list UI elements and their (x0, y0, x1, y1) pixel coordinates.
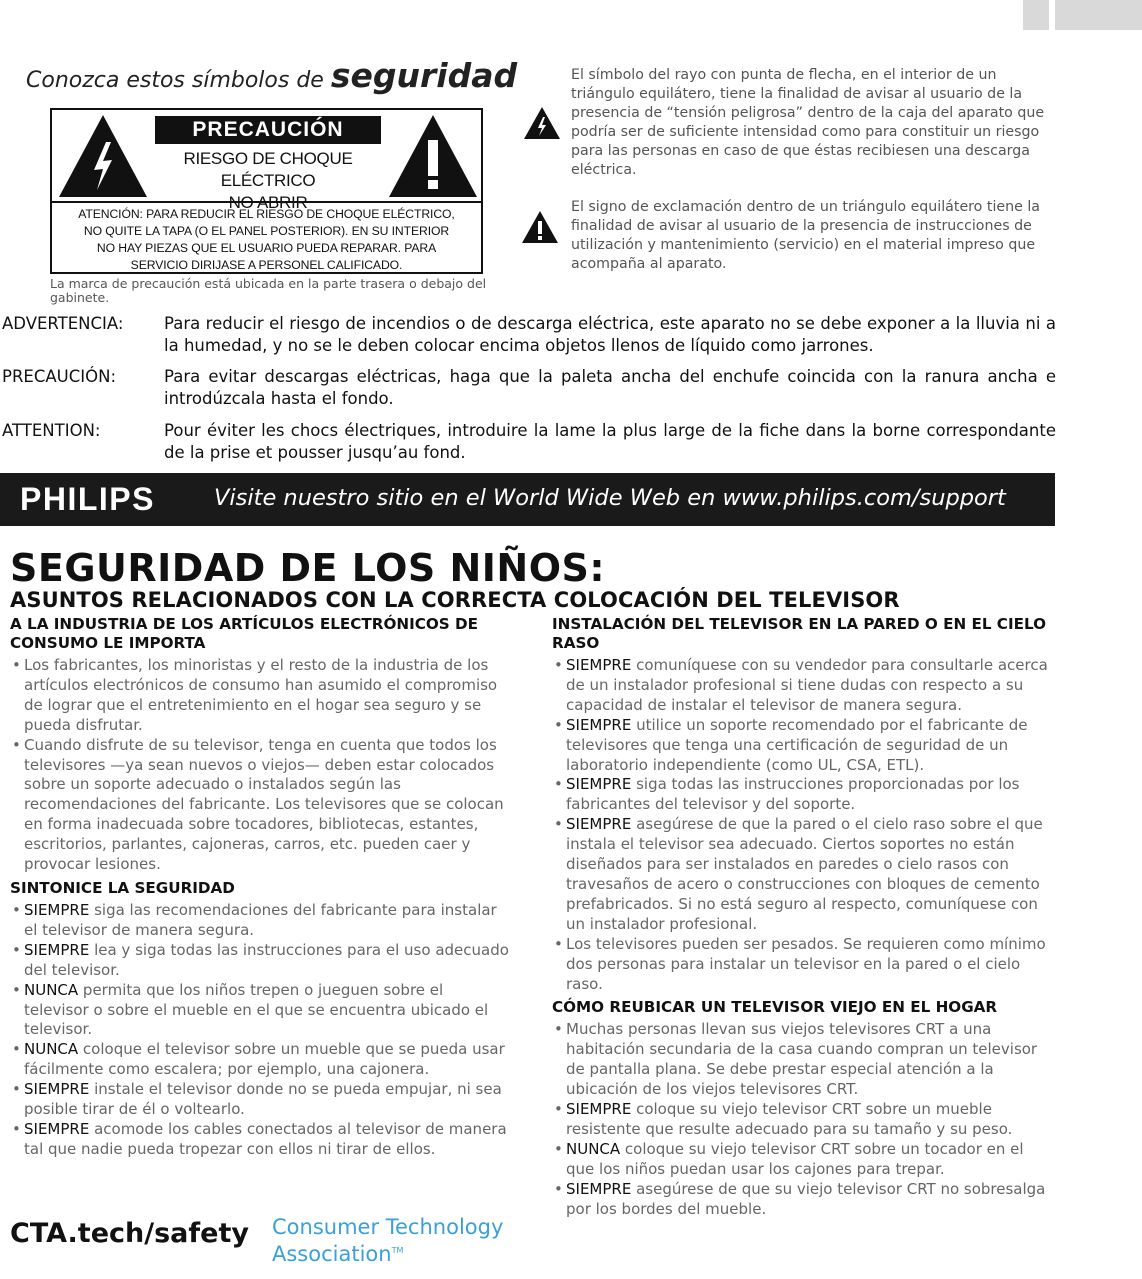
page-tab (1055, 0, 1142, 30)
philips-banner (0, 473, 1055, 526)
warning-precaucion (2, 366, 1056, 412)
keyword: SIEMPRE (24, 900, 90, 919)
keyword: SIEMPRE (566, 815, 632, 834)
keyword: SIEMPRE (566, 1179, 632, 1198)
list-item (552, 1180, 1052, 1220)
list-item (10, 941, 510, 981)
keyword: SIEMPRE (566, 1100, 632, 1119)
install-list (552, 656, 1052, 994)
list-item (10, 1120, 510, 1160)
keyword: SIEMPRE (566, 715, 632, 734)
cta-safety-url[interactable]: CTA.tech/safety (10, 1218, 249, 1249)
list-item: • Cuando disfrute de su televisor, tenga en cuenta que todos los televisores —ya sean nuevos o viejos— deben estar colocados sobre un soporte adecuado o instalados según las recomendaciones del fabricante. Los televisores que se colocan en forma inadecuada sobre tocadores, bibliotecas, estantes, escritorios, parlantes, cajoneras, carros, etc. pueden caer y provocar lesiones. (10, 736, 510, 875)
list-item (552, 775, 1052, 815)
caution-attention (52, 206, 481, 274)
caution-label (50, 108, 483, 274)
list-item (552, 815, 1052, 934)
cta-logo-line2: Association (272, 1242, 392, 1266)
item-text: siga todas las instrucciones proporcionadas por los fabricantes del televisor y del soporte. (566, 775, 1020, 814)
list-item (10, 901, 510, 941)
list-item (552, 1100, 1052, 1140)
caution-banner: PRECAUCIÓN (155, 116, 381, 144)
keyword: NUNCA (24, 1040, 79, 1059)
page-tab (1023, 0, 1049, 30)
tune-safety-heading: SINTONICE LA SEGURIDAD (10, 878, 235, 897)
cta-logo-tm: TM (391, 1246, 404, 1255)
list-item (10, 981, 510, 1041)
caution-no-open: NO ABRIR (228, 193, 308, 212)
item-text: coloque el televisor sobre un mueble que se pueda usar fácilmente como escalera; por ejemplo, una cajonera. (24, 1040, 505, 1079)
list-item (552, 656, 1052, 716)
attention-line: SERVICIO DIRIJASE A PERSONEL CALIFICADO. (130, 258, 403, 272)
attention-line: NO QUITE LA TAPA (O EL PANEL POSTERIOR). EN SU INTERIOR (83, 224, 450, 238)
list-item (552, 935, 1052, 995)
warning-text: Para evitar descargas eléctricas, haga que la paleta ancha del enchufe coincida con la ranura ancha e introdúzcala hasta el fondo. (164, 367, 1056, 408)
warning-advertencia (2, 313, 1056, 359)
keyword: SIEMPRE (566, 775, 632, 794)
item-text: coloque su viejo televisor CRT sobre un mueble resistente que resulte adecuado para su tamaño y su peso. (566, 1100, 1013, 1138)
industry-heading: A LA INDUSTRIA DE LOS ARTÍCULOS ELECTRÓNICOS DE CONSUMO LE IMPORTA (10, 615, 478, 652)
warning-key: ATTENTION: (2, 421, 101, 440)
attention-line: NO HAY PIEZAS QUE EL USUARIO PUEDA REPARAR. PARA (96, 241, 437, 255)
keyword: SIEMPRE (24, 940, 90, 959)
relocate-heading: CÓMO REUBICAR UN TELEVISOR VIEJO EN EL HOGAR (552, 998, 998, 1017)
keyword: NUNCA (24, 980, 79, 999)
list-item (552, 716, 1052, 776)
item-text: asegúrese de que la pared o el cielo raso sobre el que instala el televisor sea adecuado. Ciertos soportes no están diseñados para ser instalados en paredes o cielo rasos con travesaños de acero o construcciones con bloques de cemento prefabricados. Si no está seguro al respecto, comuníquese con un instalador profesional. (566, 815, 1043, 933)
cta-logo-line1: Consumer Technology (272, 1215, 504, 1239)
symbols-title (26, 56, 517, 95)
list-item (552, 1020, 1052, 1100)
tune-safety-list (10, 901, 510, 1160)
right-column (552, 615, 1052, 1219)
symbols-title-emphasis: seguridad (330, 56, 518, 95)
left-column (10, 615, 510, 1160)
symbols-title-prefix: Conozca estos símbolos de (26, 68, 324, 93)
item-text: asegúrese de que su viejo televisor CRT no sobresalga por los bordes del mueble. (566, 1179, 1046, 1218)
item-text: instale el televisor donde no se pueda empujar, ni sea posible tirar de él o voltearlo. (24, 1080, 502, 1119)
item-text: siga las recomendaciones del fabricante para instalar el televisor de manera segura. (24, 900, 497, 939)
keyword: SIEMPRE (24, 1119, 90, 1138)
exclamation-symbol-explanation: El signo de exclamación dentro de un triángulo equilátero tiene la finalidad de avisar al usuario de la presencia de instrucciones de utilización y mantenimiento (servicio) en el material impreso que acompaña al aparato. (571, 199, 1040, 272)
industry-list (10, 656, 510, 875)
relocate-list (552, 1020, 1052, 1219)
child-safety-title: SEGURIDAD DE LOS NIÑOS: (10, 546, 606, 590)
caution-risk: RIESGO DE CHOQUE ELÉCTRICO (183, 149, 353, 190)
warning-attention (2, 420, 1056, 466)
lightning-symbol-explanation: El símbolo del rayo con punta de flecha, en el interior de un triángulo equilátero, tiene la finalidad de avisar al usuario de la presencia de “tensión peligrosa” dentro de la caja del aparato que podría ser de suficiente intensidad como para constituir un riesgo para las personas en caso de que éstas recibiesen una descarga eléctrica. (571, 67, 1045, 178)
exclamation-triangle-icon (521, 210, 559, 244)
philips-logo: PHILIPS (20, 481, 155, 517)
install-heading: INSTALACIÓN DEL TELEVISOR EN LA PARED O EN EL CIELO RASO (552, 615, 1047, 652)
item-text: acomode los cables conectados al televisor de manera tal que nadie pueda tropezar con ellos ni tirar de ellos. (24, 1119, 507, 1158)
lightning-triangle-icon (523, 106, 561, 140)
item-text: permita que los niños trepen o jueguen sobre el televisor o sobre el mueble en el que se encuentra ubicado el televisor. (24, 980, 489, 1039)
attention-line: ATENCIÓN: PARA REDUCIR EL RIESGO DE CHOQUE ELÉCTRICO, (78, 207, 455, 221)
exclamation-warning-icon (386, 112, 480, 200)
item-text: Los televisores pueden ser pesados. Se requieren como mínimo dos personas para instalar un televisor en la pared o el cielo raso. (566, 934, 1046, 993)
list-item: • Los fabricantes, los minoristas y el resto de la industria de los artículos electrónicos de consumo han asumido el compromiso de lograr que el entretenimiento en el hogar sea seguro y se pueda disfrutar. (10, 656, 510, 736)
warning-text: Pour éviter les chocs électriques, introduire la lame la plus large de la fiche dans la borne correspondante de la prise et pousser jusqu’au fond. (164, 421, 1056, 462)
item-text: comuníquese con su vendedor para consultarle acerca de un instalador profesional si tiene dudas con respecto a su capacidad de instalar el televisor de manera segura. (566, 656, 1048, 714)
warning-text: Para reducir el riesgo de incendios o de descarga eléctrica, este aparato no se debe exponer a la lluvia ni a la humedad, y no se le deben colocar encima objetos llenos de líquido como jarrones. (164, 314, 1056, 355)
item-text: lea y siga todas las instrucciones para el uso adecuado del televisor. (24, 940, 509, 979)
item-text: coloque su viejo televisor CRT sobre un tocador en el que los niños puedan usar los cajones para trepar. (566, 1139, 1024, 1178)
warning-key: ADVERTENCIA: (2, 314, 124, 333)
keyword: SIEMPRE (24, 1080, 90, 1099)
cta-logo (272, 1215, 503, 1266)
list-item (10, 1040, 510, 1080)
item-text: utilice un soporte recomendado por el fabricante de televisores que tenga una certificación de seguridad de un laboratorio independiente (como UL, CSA, ETL). (566, 715, 1028, 774)
child-safety-subtitle: ASUNTOS RELACIONADOS CON LA CORRECTA COLOCACIÓN DEL TELEVISOR (10, 588, 900, 612)
caution-risk-text (148, 148, 388, 214)
support-url-text[interactable]: Visite nuestro sitio en el World Wide Web en www.philips.com/support (214, 485, 1006, 511)
warning-key: PRECAUCIÓN: (2, 367, 117, 386)
lightning-warning-icon (56, 112, 150, 200)
label-location-note: La marca de precaución está ubicada en la parte trasera o debajo del gabinete. (50, 276, 487, 305)
keyword: NUNCA (566, 1139, 621, 1158)
item-text: Muchas personas llevan sus viejos televisores CRT a una habitación secundaria de la casa cuando compran un televisor de pantalla plana. Se debe prestar especial atención a la ubicación de los viejos televisores CRT. (566, 1020, 1038, 1099)
list-item (552, 1140, 1052, 1180)
keyword: SIEMPRE (566, 656, 632, 674)
list-item (10, 1080, 510, 1120)
